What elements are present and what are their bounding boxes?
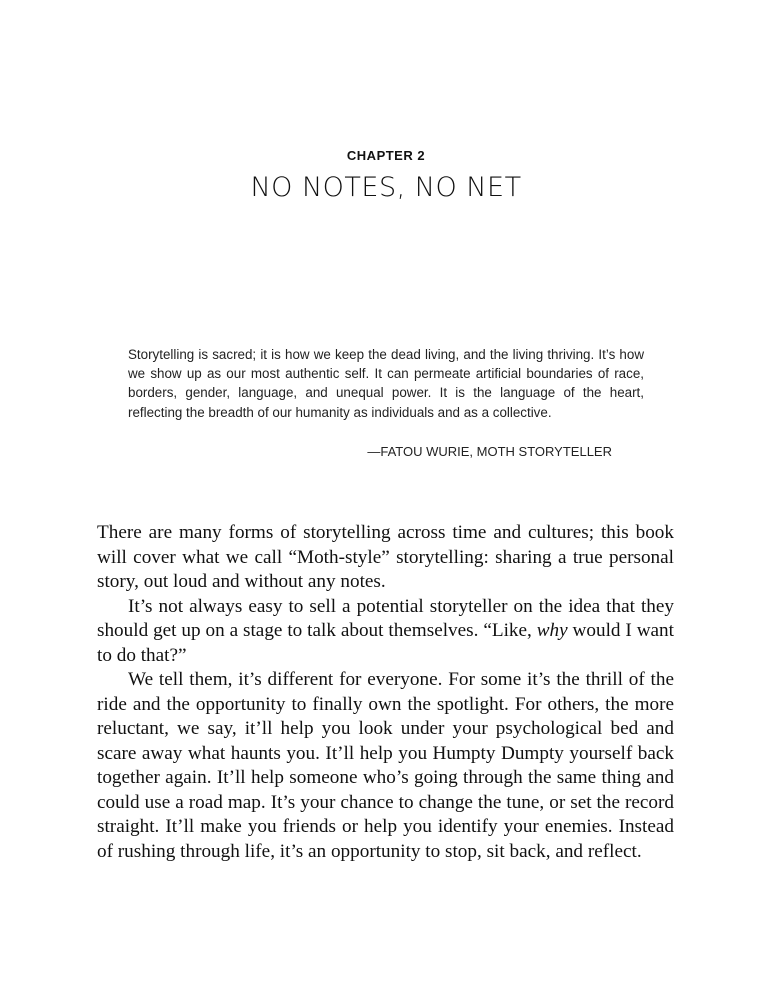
- paragraph-2: [97, 595, 674, 669]
- paragraph-2-start: It’s not always easy to sell a potential storyteller on the idea that they should get up on a stage to talk about themselves. “Like,: [97, 595, 674, 641]
- paragraph-2-end: would I want to do that?”: [97, 620, 674, 666]
- body-text: [97, 521, 674, 864]
- chapter-title: NO NOTES, NO NET: [250, 172, 522, 203]
- epigraph-attribution: —FATOU WURIE, MOTH STORYTELLER: [367, 444, 612, 459]
- paragraph-3: We tell them, it’s different for everyone. For some it’s the thrill of the ride and the opportunity to finally own the spotlight. For others, the more reluctant, we say, it’ll help you look under your psychological bed and scare away what haunts you. It’ll help you Humpty Dumpty yourself back together again. It’ll help someone who’s going through the same thing and could use a road map. It’s your chance to change the tune, or set the record straight. It’ll make you friends or help you identify your enemies. Instead of rushing through life, it’s an opportunity to stop, sit back, and reflect.: [97, 669, 674, 862]
- paragraph-1: There are many forms of storytelling across time and cultures; this book will cover what we call “Moth-style” storytelling: sharing a true personal story, out loud and without any notes.: [97, 522, 674, 592]
- paragraph-2-emphasis: why: [536, 620, 568, 641]
- chapter-label: CHAPTER 2: [346, 148, 426, 163]
- epigraph-quote: Storytelling is sacred; it is how we keep the dead living, and the living thriving. It’s how we show up as our most authentic self. It can permeate artificial boundaries of race, borders, gender, language, and unequal power. It is the language of the heart, reflecting the breadth of our humanity as individuals and as a collective.: [128, 347, 644, 420]
